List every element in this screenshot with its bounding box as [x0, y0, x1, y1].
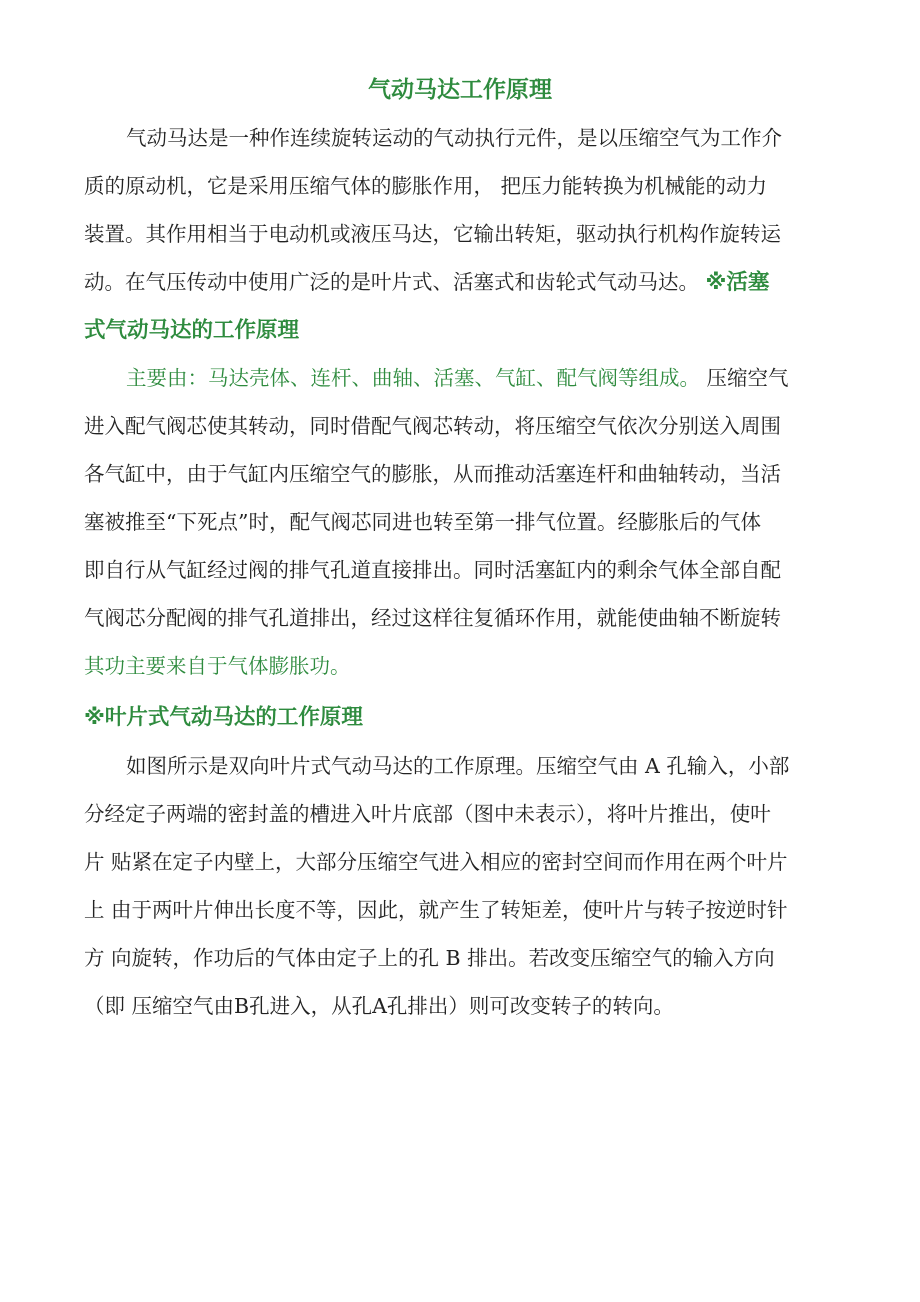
piston-heading-part1: ※活塞: [705, 270, 770, 295]
piston-line-5: 即自行从气缸经过阀的排气孔道直接排出。同时活塞缸内的剩余气体全部自配: [84, 558, 781, 582]
piston-line-1: [84, 354, 822, 402]
vane-paragraph: [84, 742, 822, 1030]
piston-line-2: 进入配气阀芯使其转动，同时借配气阀芯转动，将压缩空气依次分别送入周围: [84, 414, 781, 438]
intro-paragraph: [84, 114, 822, 355]
page-title: 气动马达工作原理: [368, 77, 552, 103]
vane-line-5: 方 向旋转，作功后的气体由定子上的孔 B 排出。若改变压缩空气的输入方向: [84, 946, 775, 970]
intro-line-4: [84, 258, 822, 307]
vane-line-1: 如图所示是双向叶片式气动马达的工作原理。压缩空气由 A 孔输入，小部: [126, 754, 790, 778]
piston-heading-part2: 式气动马达的工作原理: [84, 318, 300, 343]
piston-line-3: 各气缸中，由于气缸内压缩空气的膨胀，从而推动活塞连杆和曲轴转动，当活: [84, 462, 781, 486]
piston-paragraph: [84, 354, 822, 690]
vane-heading: ※叶片式气动马达的工作原理: [84, 705, 363, 730]
intro-line-3: 装置。其作用相当于电动机或液压马达，它输出转矩，驱动执行机构作旋转运: [84, 222, 781, 246]
intro-line-2: 质的原动机，它是采用压缩气体的膨胀作用， 把压力能转换为机械能的动力: [84, 174, 768, 198]
piston-line-1-rest: 压缩空气: [700, 366, 789, 390]
intro-line-1: 气动马达是一种作连续旋转运动的气动执行元件，是以压缩空气为工作介: [126, 126, 782, 150]
vane-line-2: 分经定子两端的密封盖的槽进入叶片底部（图中未表示），将叶片推出，使叶: [84, 802, 771, 826]
piston-composition: 主要由：马达壳体、连杆、曲轴、活塞、气缸、配气阀等组成。: [126, 366, 700, 390]
vane-line-6: （即 压缩空气由B孔进入，从孔A孔排出）则可改变转子的转向。: [84, 994, 674, 1018]
piston-line-4: 塞被推至“下死点”时，配气阀芯同进也转至第一排气位置。经膨胀后的气体: [84, 510, 761, 534]
piston-line-7: 其功主要来自于气体膨胀功。: [84, 654, 351, 678]
intro-line-4-text: 动。在气压传动中使用广泛的是叶片式、活塞式和齿轮式气动马达。: [84, 270, 706, 294]
vane-line-3: 片 贴紧在定子内壁上，大部分压缩空气进入相应的密封空间而作用在两个叶片: [84, 850, 788, 874]
vane-line-4: 上 由于两叶片伸出长度不等，因此，就产生了转矩差，使叶片与转子按逆时针: [84, 898, 788, 922]
piston-line-6: 气阀芯分配阀的排气孔道排出，经过这样往复循环作用，就能使曲轴不断旋转: [84, 606, 781, 630]
